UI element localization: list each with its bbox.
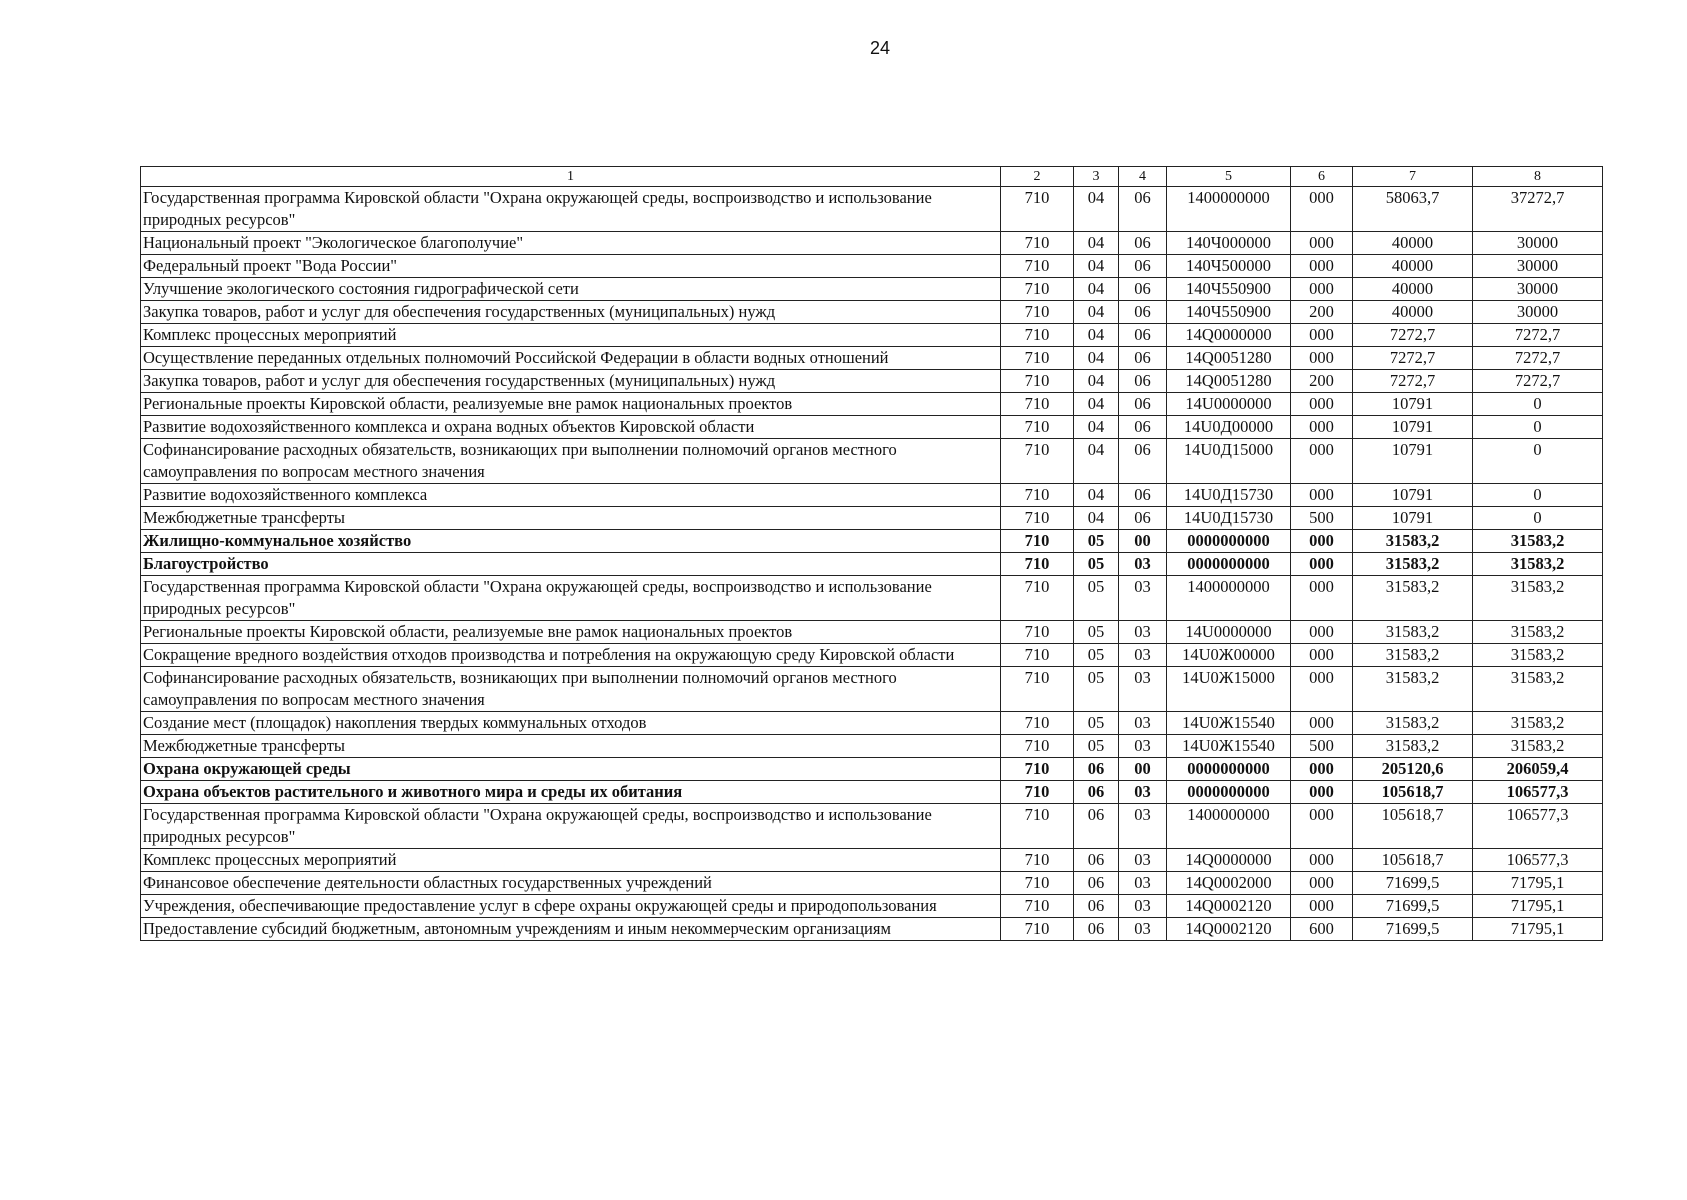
table-row <box>141 872 1603 895</box>
row-name-cell: Комплекс процессных мероприятий <box>141 849 1001 872</box>
cell-section: 04 <box>1074 301 1119 324</box>
cell-amount-year2: 71795,1 <box>1473 872 1603 895</box>
cell-amount-year1: 71699,5 <box>1353 918 1473 941</box>
table-row <box>141 484 1603 507</box>
cell-section: 04 <box>1074 416 1119 439</box>
cell-subsection: 06 <box>1119 393 1167 416</box>
cell-chapter: 710 <box>1001 439 1074 484</box>
cell-subsection: 03 <box>1119 553 1167 576</box>
row-name-cell: Благоустройство <box>141 553 1001 576</box>
cell-amount-year2: 0 <box>1473 507 1603 530</box>
cell-amount-year2: 31583,2 <box>1473 576 1603 621</box>
cell-chapter: 710 <box>1001 553 1074 576</box>
cell-amount-year2: 31583,2 <box>1473 621 1603 644</box>
table-row <box>141 507 1603 530</box>
cell-expense-type: 500 <box>1291 735 1353 758</box>
cell-amount-year1: 10791 <box>1353 507 1473 530</box>
cell-amount-year1: 31583,2 <box>1353 644 1473 667</box>
table-row <box>141 530 1603 553</box>
cell-amount-year2: 31583,2 <box>1473 712 1603 735</box>
cell-target-article: 14U0Ж00000 <box>1167 644 1291 667</box>
cell-subsection: 06 <box>1119 232 1167 255</box>
cell-subsection: 06 <box>1119 187 1167 232</box>
cell-amount-year2: 31583,2 <box>1473 667 1603 712</box>
cell-target-article: 14U0000000 <box>1167 393 1291 416</box>
cell-amount-year1: 7272,7 <box>1353 347 1473 370</box>
cell-expense-type: 000 <box>1291 849 1353 872</box>
cell-section: 05 <box>1074 621 1119 644</box>
cell-chapter: 710 <box>1001 324 1074 347</box>
budget-table-container <box>140 166 1603 941</box>
cell-amount-year1: 10791 <box>1353 416 1473 439</box>
cell-subsection: 03 <box>1119 895 1167 918</box>
cell-section: 05 <box>1074 735 1119 758</box>
cell-chapter: 710 <box>1001 232 1074 255</box>
cell-section: 04 <box>1074 439 1119 484</box>
cell-target-article: 14U0Ж15000 <box>1167 667 1291 712</box>
cell-section: 06 <box>1074 849 1119 872</box>
cell-expense-type: 000 <box>1291 232 1353 255</box>
cell-section: 04 <box>1074 255 1119 278</box>
row-name-cell: Межбюджетные трансферты <box>141 507 1001 530</box>
cell-amount-year1: 71699,5 <box>1353 895 1473 918</box>
cell-expense-type: 000 <box>1291 781 1353 804</box>
cell-chapter: 710 <box>1001 507 1074 530</box>
cell-amount-year1: 7272,7 <box>1353 324 1473 347</box>
cell-amount-year2: 0 <box>1473 416 1603 439</box>
cell-amount-year2: 71795,1 <box>1473 895 1603 918</box>
cell-section: 04 <box>1074 507 1119 530</box>
cell-subsection: 06 <box>1119 416 1167 439</box>
cell-amount-year2: 71795,1 <box>1473 918 1603 941</box>
cell-expense-type: 000 <box>1291 644 1353 667</box>
cell-target-article: 0000000000 <box>1167 553 1291 576</box>
cell-amount-year1: 58063,7 <box>1353 187 1473 232</box>
cell-amount-year2: 30000 <box>1473 255 1603 278</box>
cell-section: 04 <box>1074 324 1119 347</box>
cell-expense-type: 000 <box>1291 416 1353 439</box>
cell-subsection: 03 <box>1119 781 1167 804</box>
row-name-cell: Комплекс процессных мероприятий <box>141 324 1001 347</box>
cell-amount-year2: 37272,7 <box>1473 187 1603 232</box>
cell-chapter: 710 <box>1001 347 1074 370</box>
cell-amount-year1: 31583,2 <box>1353 553 1473 576</box>
table-row <box>141 781 1603 804</box>
cell-target-article: 14Q0002000 <box>1167 872 1291 895</box>
cell-subsection: 03 <box>1119 804 1167 849</box>
cell-chapter: 710 <box>1001 895 1074 918</box>
cell-expense-type: 200 <box>1291 301 1353 324</box>
row-name-cell: Развитие водохозяйственного комплекса и охрана водных объектов Кировской области <box>141 416 1001 439</box>
column-header: 4 <box>1119 167 1167 187</box>
row-name-cell: Улучшение экологического состояния гидрографической сети <box>141 278 1001 301</box>
column-header: 2 <box>1001 167 1074 187</box>
cell-section: 04 <box>1074 347 1119 370</box>
table-row <box>141 849 1603 872</box>
table-row <box>141 416 1603 439</box>
cell-target-article: 14U0Ж15540 <box>1167 735 1291 758</box>
table-row <box>141 804 1603 849</box>
table-row <box>141 347 1603 370</box>
cell-target-article: 14Q0002120 <box>1167 918 1291 941</box>
cell-amount-year2: 0 <box>1473 393 1603 416</box>
cell-subsection: 03 <box>1119 576 1167 621</box>
cell-chapter: 710 <box>1001 255 1074 278</box>
cell-subsection: 03 <box>1119 872 1167 895</box>
cell-chapter: 710 <box>1001 301 1074 324</box>
cell-amount-year1: 31583,2 <box>1353 530 1473 553</box>
cell-expense-type: 000 <box>1291 278 1353 301</box>
cell-amount-year2: 31583,2 <box>1473 735 1603 758</box>
cell-section: 06 <box>1074 872 1119 895</box>
cell-amount-year1: 71699,5 <box>1353 872 1473 895</box>
row-name-cell: Государственная программа Кировской области "Охрана окружающей среды, воспроизводство и использование природных ресурсов" <box>141 804 1001 849</box>
cell-expense-type: 000 <box>1291 347 1353 370</box>
row-name-cell: Предоставление субсидий бюджетным, автономным учреждениям и иным некоммерческим организациям <box>141 918 1001 941</box>
cell-chapter: 710 <box>1001 416 1074 439</box>
cell-section: 05 <box>1074 712 1119 735</box>
cell-target-article: 14Q0000000 <box>1167 324 1291 347</box>
cell-chapter: 710 <box>1001 621 1074 644</box>
column-header: 7 <box>1353 167 1473 187</box>
cell-expense-type: 000 <box>1291 804 1353 849</box>
cell-amount-year1: 31583,2 <box>1353 576 1473 621</box>
cell-amount-year2: 106577,3 <box>1473 804 1603 849</box>
row-name-cell: Создание мест (площадок) накопления твердых коммунальных отходов <box>141 712 1001 735</box>
table-row <box>141 370 1603 393</box>
cell-amount-year2: 31583,2 <box>1473 644 1603 667</box>
cell-amount-year1: 10791 <box>1353 393 1473 416</box>
column-header: 5 <box>1167 167 1291 187</box>
cell-amount-year1: 31583,2 <box>1353 712 1473 735</box>
cell-subsection: 03 <box>1119 644 1167 667</box>
table-row <box>141 393 1603 416</box>
cell-chapter: 710 <box>1001 393 1074 416</box>
table-row <box>141 735 1603 758</box>
column-number-row <box>141 167 1603 187</box>
table-row <box>141 758 1603 781</box>
table-row <box>141 553 1603 576</box>
cell-expense-type: 000 <box>1291 484 1353 507</box>
cell-expense-type: 000 <box>1291 872 1353 895</box>
cell-amount-year2: 30000 <box>1473 232 1603 255</box>
cell-section: 04 <box>1074 232 1119 255</box>
column-header: 3 <box>1074 167 1119 187</box>
cell-chapter: 710 <box>1001 576 1074 621</box>
cell-expense-type: 000 <box>1291 324 1353 347</box>
table-row <box>141 621 1603 644</box>
cell-target-article: 14U0Д15000 <box>1167 439 1291 484</box>
cell-expense-type: 000 <box>1291 255 1353 278</box>
row-name-cell: Учреждения, обеспечивающие предоставление услуг в сфере охраны окружающей среды и природопользования <box>141 895 1001 918</box>
cell-chapter: 710 <box>1001 849 1074 872</box>
row-name-cell: Охрана объектов растительного и животного мира и среды их обитания <box>141 781 1001 804</box>
cell-expense-type: 000 <box>1291 187 1353 232</box>
cell-section: 04 <box>1074 278 1119 301</box>
cell-section: 05 <box>1074 530 1119 553</box>
cell-amount-year1: 40000 <box>1353 301 1473 324</box>
table-row <box>141 667 1603 712</box>
cell-section: 05 <box>1074 553 1119 576</box>
cell-expense-type: 000 <box>1291 439 1353 484</box>
cell-subsection: 06 <box>1119 301 1167 324</box>
row-name-cell: Закупка товаров, работ и услуг для обеспечения государственных (муниципальных) нужд <box>141 370 1001 393</box>
cell-target-article: 14Q0051280 <box>1167 370 1291 393</box>
cell-subsection: 03 <box>1119 621 1167 644</box>
cell-chapter: 710 <box>1001 667 1074 712</box>
table-row <box>141 712 1603 735</box>
cell-target-article: 14U0Ж15540 <box>1167 712 1291 735</box>
column-header: 6 <box>1291 167 1353 187</box>
cell-amount-year1: 31583,2 <box>1353 621 1473 644</box>
cell-section: 06 <box>1074 918 1119 941</box>
cell-expense-type: 000 <box>1291 530 1353 553</box>
row-name-cell: Охрана окружающей среды <box>141 758 1001 781</box>
cell-chapter: 710 <box>1001 735 1074 758</box>
cell-amount-year1: 105618,7 <box>1353 804 1473 849</box>
column-header: 8 <box>1473 167 1603 187</box>
table-row <box>141 644 1603 667</box>
table-row <box>141 255 1603 278</box>
cell-target-article: 0000000000 <box>1167 758 1291 781</box>
cell-target-article: 1400000000 <box>1167 187 1291 232</box>
cell-amount-year2: 7272,7 <box>1473 347 1603 370</box>
cell-chapter: 710 <box>1001 872 1074 895</box>
cell-amount-year2: 206059,4 <box>1473 758 1603 781</box>
cell-subsection: 06 <box>1119 255 1167 278</box>
row-name-cell: Сокращение вредного воздействия отходов производства и потребления на окружающую среду Кировской области <box>141 644 1001 667</box>
row-name-cell: Региональные проекты Кировской области, реализуемые вне рамок национальных проектов <box>141 621 1001 644</box>
cell-expense-type: 000 <box>1291 895 1353 918</box>
cell-target-article: 1400000000 <box>1167 576 1291 621</box>
cell-section: 05 <box>1074 644 1119 667</box>
cell-subsection: 06 <box>1119 324 1167 347</box>
cell-chapter: 710 <box>1001 530 1074 553</box>
cell-section: 06 <box>1074 781 1119 804</box>
table-row <box>141 895 1603 918</box>
cell-expense-type: 000 <box>1291 553 1353 576</box>
cell-target-article: 0000000000 <box>1167 530 1291 553</box>
row-name-cell: Софинансирование расходных обязательств, возникающих при выполнении полномочий органов местного самоуправления по вопросам местного значения <box>141 667 1001 712</box>
cell-subsection: 03 <box>1119 918 1167 941</box>
cell-subsection: 06 <box>1119 370 1167 393</box>
row-name-cell: Федеральный проект "Вода России" <box>141 255 1001 278</box>
table-row <box>141 324 1603 347</box>
table-row <box>141 301 1603 324</box>
cell-subsection: 06 <box>1119 439 1167 484</box>
cell-amount-year2: 0 <box>1473 439 1603 484</box>
table-row <box>141 232 1603 255</box>
cell-chapter: 710 <box>1001 370 1074 393</box>
cell-amount-year1: 105618,7 <box>1353 781 1473 804</box>
row-name-cell: Развитие водохозяйственного комплекса <box>141 484 1001 507</box>
cell-section: 06 <box>1074 895 1119 918</box>
cell-target-article: 140Ч550900 <box>1167 301 1291 324</box>
row-name-cell: Софинансирование расходных обязательств, возникающих при выполнении полномочий органов местного самоуправления по вопросам местного значения <box>141 439 1001 484</box>
page-number: 24 <box>869 38 891 58</box>
row-name-cell: Осуществление переданных отдельных полномочий Российской Федерации в области водных отношений <box>141 347 1001 370</box>
cell-amount-year1: 40000 <box>1353 255 1473 278</box>
cell-expense-type: 000 <box>1291 667 1353 712</box>
cell-section: 04 <box>1074 370 1119 393</box>
cell-target-article: 140Ч550900 <box>1167 278 1291 301</box>
cell-expense-type: 000 <box>1291 758 1353 781</box>
cell-target-article: 1400000000 <box>1167 804 1291 849</box>
table-row <box>141 187 1603 232</box>
cell-amount-year2: 31583,2 <box>1473 553 1603 576</box>
cell-amount-year1: 10791 <box>1353 484 1473 507</box>
cell-section: 06 <box>1074 804 1119 849</box>
row-name-cell: Государственная программа Кировской области "Охрана окружающей среды, воспроизводство и использование природных ресурсов" <box>141 576 1001 621</box>
table-row <box>141 278 1603 301</box>
cell-amount-year1: 40000 <box>1353 232 1473 255</box>
cell-amount-year1: 105618,7 <box>1353 849 1473 872</box>
cell-target-article: 0000000000 <box>1167 781 1291 804</box>
cell-expense-type: 000 <box>1291 712 1353 735</box>
cell-subsection: 03 <box>1119 712 1167 735</box>
cell-section: 04 <box>1074 484 1119 507</box>
cell-subsection: 06 <box>1119 278 1167 301</box>
row-name-cell: Региональные проекты Кировской области, реализуемые вне рамок национальных проектов <box>141 393 1001 416</box>
cell-chapter: 710 <box>1001 644 1074 667</box>
cell-section: 04 <box>1074 393 1119 416</box>
budget-table <box>140 166 1603 941</box>
cell-section: 05 <box>1074 576 1119 621</box>
row-name-cell: Национальный проект "Экологическое благополучие" <box>141 232 1001 255</box>
cell-expense-type: 200 <box>1291 370 1353 393</box>
cell-section: 05 <box>1074 667 1119 712</box>
cell-target-article: 14U0Д15730 <box>1167 507 1291 530</box>
row-name-cell: Финансовое обеспечение деятельности областных государственных учреждений <box>141 872 1001 895</box>
cell-chapter: 710 <box>1001 187 1074 232</box>
column-header: 1 <box>141 167 1001 187</box>
cell-chapter: 710 <box>1001 781 1074 804</box>
cell-target-article: 140Ч500000 <box>1167 255 1291 278</box>
cell-subsection: 00 <box>1119 530 1167 553</box>
row-name-cell: Жилищно-коммунальное хозяйство <box>141 530 1001 553</box>
table-row <box>141 439 1603 484</box>
cell-amount-year1: 205120,6 <box>1353 758 1473 781</box>
row-name-cell: Закупка товаров, работ и услуг для обеспечения государственных (муниципальных) нужд <box>141 301 1001 324</box>
cell-target-article: 140Ч000000 <box>1167 232 1291 255</box>
cell-amount-year2: 7272,7 <box>1473 370 1603 393</box>
cell-target-article: 14U0000000 <box>1167 621 1291 644</box>
cell-chapter: 710 <box>1001 918 1074 941</box>
cell-subsection: 03 <box>1119 735 1167 758</box>
cell-target-article: 14Q0002120 <box>1167 895 1291 918</box>
cell-subsection: 06 <box>1119 484 1167 507</box>
cell-amount-year1: 10791 <box>1353 439 1473 484</box>
cell-subsection: 06 <box>1119 347 1167 370</box>
cell-amount-year2: 106577,3 <box>1473 849 1603 872</box>
cell-amount-year1: 31583,2 <box>1353 667 1473 712</box>
cell-chapter: 710 <box>1001 278 1074 301</box>
cell-chapter: 710 <box>1001 758 1074 781</box>
cell-amount-year2: 106577,3 <box>1473 781 1603 804</box>
cell-expense-type: 000 <box>1291 393 1353 416</box>
cell-amount-year2: 30000 <box>1473 301 1603 324</box>
cell-chapter: 710 <box>1001 804 1074 849</box>
cell-target-article: 14U0Д00000 <box>1167 416 1291 439</box>
cell-amount-year1: 31583,2 <box>1353 735 1473 758</box>
cell-expense-type: 000 <box>1291 621 1353 644</box>
cell-expense-type: 600 <box>1291 918 1353 941</box>
cell-amount-year1: 40000 <box>1353 278 1473 301</box>
cell-amount-year2: 31583,2 <box>1473 530 1603 553</box>
cell-amount-year2: 30000 <box>1473 278 1603 301</box>
cell-target-article: 14U0Д15730 <box>1167 484 1291 507</box>
cell-subsection: 03 <box>1119 849 1167 872</box>
cell-expense-type: 000 <box>1291 576 1353 621</box>
table-row <box>141 576 1603 621</box>
table-row <box>141 918 1603 941</box>
row-name-cell: Государственная программа Кировской области "Охрана окружающей среды, воспроизводство и использование природных ресурсов" <box>141 187 1001 232</box>
cell-amount-year1: 7272,7 <box>1353 370 1473 393</box>
cell-chapter: 710 <box>1001 712 1074 735</box>
cell-subsection: 00 <box>1119 758 1167 781</box>
cell-amount-year2: 7272,7 <box>1473 324 1603 347</box>
cell-section: 04 <box>1074 187 1119 232</box>
cell-chapter: 710 <box>1001 484 1074 507</box>
cell-section: 06 <box>1074 758 1119 781</box>
cell-amount-year2: 0 <box>1473 484 1603 507</box>
cell-target-article: 14Q0000000 <box>1167 849 1291 872</box>
cell-subsection: 03 <box>1119 667 1167 712</box>
cell-expense-type: 500 <box>1291 507 1353 530</box>
cell-subsection: 06 <box>1119 507 1167 530</box>
cell-target-article: 14Q0051280 <box>1167 347 1291 370</box>
row-name-cell: Межбюджетные трансферты <box>141 735 1001 758</box>
